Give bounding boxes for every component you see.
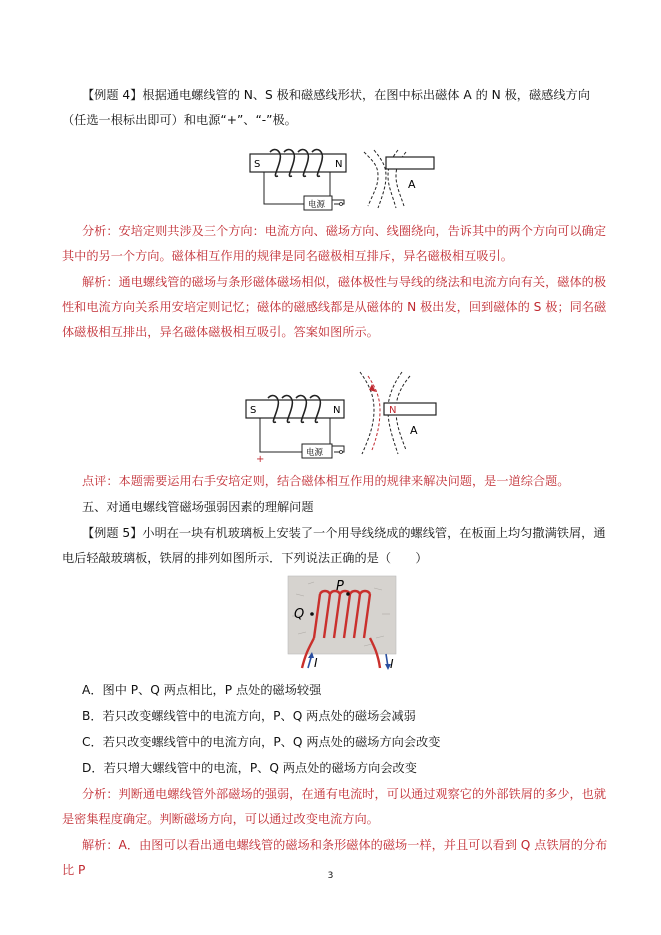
fig1-s-label: S [254,159,261,170]
fig2-s-label: S [250,405,257,416]
example-4-solution [62,270,610,345]
figure-1-solenoid-diagram [244,148,444,216]
option-a: A．图中 P、Q 两点相比，P 点处的磁场较强 [82,683,322,697]
section-5-text: 五、对通电螺线管磁场强弱因素的理解问题 [82,500,314,514]
fig1-power-label: 电源 [308,200,326,210]
figure-2-answer-diagram [244,370,444,462]
example-5-text: 【例题 5】小明在一块有机玻璃板上安装了一个用导线绕成的螺线管，在板面上均匀撒满铁屑，通电后轻敲玻璃板，铁屑的排列如图所示．下列说法正确的是（ ） [62,526,606,565]
example-5-analysis [62,782,610,832]
option-c: C．若只改变螺线管中的电流方向，P、Q 两点处的磁场方向会改变 [82,735,441,749]
example-4-comment [62,469,610,494]
section-5-heading [62,495,610,520]
fig2-n-label: N [333,405,341,416]
fig3-p-label: P [336,579,344,594]
figure-3-iron-filings [284,574,402,672]
example-5-question [62,521,610,571]
fig3-current-left: I [314,656,318,670]
fig3-current-right: I [390,657,394,671]
comment-4-text: 点评：本题需要运用右手安培定则，结合磁体相互作用的规律来解决问题，是一道综合题。 [82,474,570,488]
option-d: D．若只增大螺线管中的电流，P、Q 两点处的磁场方向会改变 [82,761,417,775]
analysis-5-text: 分析：判断通电螺线管外部磁场的强弱，在通有电流时，可以通过观察它的外部铁屑的多少，也就是密集程度确定。判断磁场方向，可以通过改变电流方向。 [62,787,607,826]
fig2-magnet-label: A [410,424,418,437]
example-4-question [62,83,610,133]
example-4-text: 【例题 4】根据通电螺线管的 N、S 极和磁感线形状，在图中标出磁体 A 的 N 极，磁感线方向（任选一根标出即可）和电源“+”、“-”极。 [62,88,590,127]
magnet-a [386,157,434,169]
option-b: B．若只改变螺线管中的电流方向，P、Q 两点处的磁场会减弱 [82,709,416,723]
fig1-magnet-label: A [408,178,416,191]
fig2-power-label: 电源 [306,448,324,458]
solution-4-text: 解析：通电螺线管的磁场与条形磁体磁场相似，磁体极性与导线的绕法和电流方向有关，磁体的极性和电流方向关系用安培定则记忆；磁体的磁感线都是从磁体的 N 极出发，回到磁体的 S 极；同名磁体磁极相互排出，异名磁体磁极相互吸引。答案如图所示。 [62,275,607,339]
solution-5-text: 解析：A．由图可以看出通电螺线管的磁场和条形磁体的磁场一样，并且可以看到 Q 点铁屑的分布比 P [62,838,608,877]
example-4-analysis [62,219,610,269]
page-number: 3 [327,871,334,881]
fig1-n-label: N [335,159,343,170]
analysis-4-text: 分析：安培定则共涉及三个方向：电流方向、磁场方向、线圈绕向，告诉其中的两个方向可以确定其中的另一个方向。磁体相互作用的规律是同名磁极相互排斥，异名磁极相互吸引。 [62,224,607,263]
fig3-q-label: Q [294,607,305,622]
solenoid-core [250,154,346,172]
fig2-plus-label: + [256,454,265,462]
fig2-magnet-n-label: N [389,405,397,416]
